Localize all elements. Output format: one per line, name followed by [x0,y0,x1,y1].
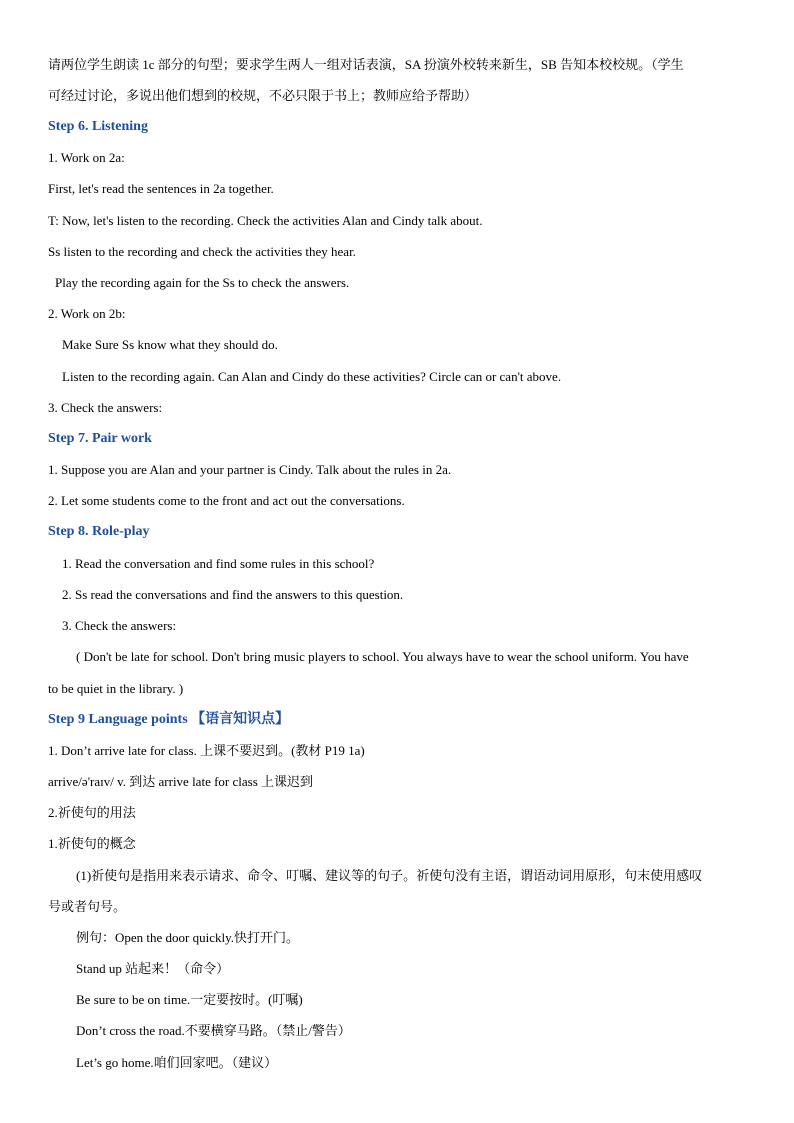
list-item: 1. Don’t arrive late for class. 上课不要迟到。(教材 P19 1a) [48,743,365,758]
list-item: 3. Check the answers: [62,618,177,633]
paragraph-text: 可经过讨论，多说出他们想到的校规，不必只限于书上；教师应给予帮助） [48,88,478,103]
section-heading-step9: Step 9 Language points 【语言知识点】 [48,712,290,727]
subheading: 1.祈使句的概念 [48,836,136,851]
example-sentence: Don’t cross the road.不要横穿马路。（禁止/警告） [76,1023,351,1038]
list-item: 2. Work on 2b: [48,306,126,321]
list-item: 1. Work on 2a: [48,150,125,165]
paragraph-text: 请两位学生朗读 1c 部分的句型；要求学生两人一组对话表演，SA 扮演外校转来新生，SB 告知本校校规。（学生 [48,57,684,72]
paragraph-text: Listen to the recording again. Can Alan and Cindy do these activities? Circle can or can't above. [62,369,562,384]
example-sentence: Stand up 站起来！（命令） [76,961,230,976]
list-item: 1. Suppose you are Alan and your partner is Cindy. Talk about the rules in 2a. [48,462,452,477]
paragraph-text: Ss listen to the recording and check the activities they hear. [48,244,356,259]
paragraph-text: First, let's read the sentences in 2a together. [48,181,274,196]
paragraph-text: Make Sure Ss know what they should do. [62,337,278,352]
paragraph-text: arrive/ə'raɪv/ v. 到达 arrive late for class 上课迟到 [48,774,314,789]
subheading: 2.祈使句的用法 [48,805,136,820]
paragraph-text: ( Don't be late for school. Don't bring music players to school. You always have to wear the school uniform. You have [76,649,689,664]
example-sentence: Let’s go home.咱们回家吧。（建议） [76,1055,278,1070]
paragraph-text: T: Now, let's listen to the recording. Check the activities Alan and Cindy talk about. [48,213,483,228]
list-item: 2. Ss read the conversations and find the answers to this question. [62,587,404,602]
list-item: 3. Check the answers: [48,400,163,415]
example-sentence: Be sure to be on time.一定要按时。(叮嘱) [76,992,303,1007]
paragraph-text: to be quiet in the library. ) [48,681,184,696]
list-item: 1. Read the conversation and find some rules in this school? [62,556,375,571]
section-heading-step8: Step 8. Role-play [48,524,150,539]
example-sentence: 例句：Open the door quickly.快打开门。 [76,930,300,945]
list-item: 2. Let some students come to the front and act out the conversations. [48,493,405,508]
paragraph-text: (1)祈使句是指用来表示请求、命令、叮嘱、建议等的句子。祈使句没有主语，谓语动词用原形，句末使用感叹 [76,868,703,883]
paragraph-text: Play the recording again for the Ss to check the answers. [55,275,350,290]
section-heading-step7: Step 7. Pair work [48,431,152,446]
paragraph-text: 号或者句号。 [48,899,127,914]
section-heading-step6: Step 6. Listening [48,119,148,134]
